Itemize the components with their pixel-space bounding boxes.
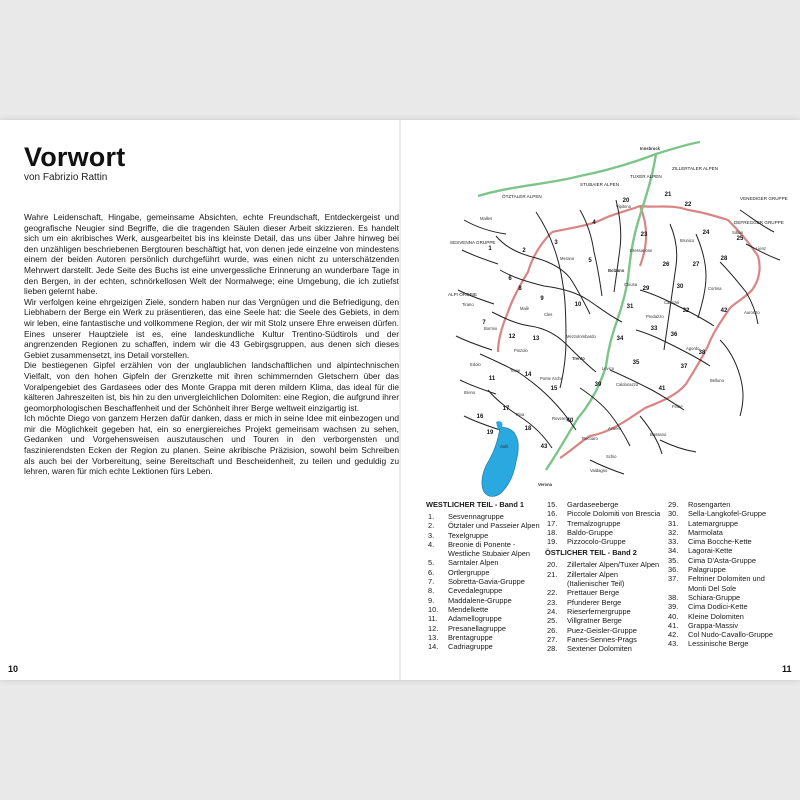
legend-item-number: 11.: [428, 614, 438, 624]
legend-column-3: [666, 500, 794, 649]
region-label: STUBAIER ALPEN: [580, 182, 620, 187]
legend-item-label: Cadriagruppe: [448, 642, 493, 652]
legend-list: [545, 500, 670, 546]
legend-item-label: Col Nudo-Cavallo-Gruppe: [688, 630, 774, 640]
group-number: 14: [524, 372, 532, 378]
legend-column-2: [545, 500, 670, 653]
legend-item-label: Palagruppe: [688, 565, 726, 575]
legend-item-label: Grappa-Massiv: [688, 620, 739, 630]
city-label: Bormio: [484, 326, 498, 331]
group-number: 25: [736, 236, 744, 242]
border-line: [552, 206, 760, 458]
city-label: Belluno: [710, 378, 724, 383]
legend-item-label: Rieserfernergruppe: [567, 606, 631, 616]
city-label: Auronzo: [744, 310, 760, 315]
legend-list: [545, 560, 670, 653]
legend-list: [666, 500, 794, 649]
group-number: 15: [550, 386, 558, 392]
legend-item-number: 12.: [428, 623, 439, 633]
legend-item-number: 10.: [428, 604, 439, 614]
legend-item-label: Villgratner Berge: [567, 616, 622, 626]
legend-item-label: Monti Del Sole: [688, 583, 737, 593]
legend-item-label: Sobretta-Gavia-Gruppe: [448, 577, 525, 587]
group-number: 8: [518, 286, 522, 292]
group-number: 36: [670, 332, 678, 338]
legend-item: [666, 556, 794, 565]
group-number: 10: [574, 302, 582, 308]
city-label: Arsiero: [608, 426, 622, 431]
legend-item: [426, 586, 558, 595]
legend-item-number: 5.: [428, 558, 435, 568]
legend-item-number: 25.: [547, 616, 558, 626]
legend-item-number: 8.: [428, 586, 435, 596]
boundary: [696, 234, 706, 318]
legend-item: [426, 531, 558, 540]
legend-item-label: Pfunderer Berge: [567, 597, 622, 607]
legend-item: [545, 560, 670, 569]
foreword-text: [24, 212, 399, 477]
group-number: 32: [682, 308, 690, 314]
legend-item: [666, 574, 794, 583]
city-label: Valdagno: [590, 468, 608, 473]
legend-item-label: Breonie di Ponente -: [448, 539, 516, 549]
city-label: Recoaro: [582, 436, 598, 441]
group-number: 2: [522, 248, 526, 254]
legend-item-number: 43.: [668, 639, 679, 649]
legend-item-number: 20.: [547, 560, 558, 570]
legend-item: [426, 596, 558, 605]
mountain-groups-map: [440, 140, 790, 500]
legend-item-label: Cevedalegruppe: [448, 586, 503, 596]
legend-item: [426, 558, 558, 567]
city-label: Malles: [480, 216, 493, 221]
legend-item: [426, 521, 558, 530]
city-label: Trento: [572, 356, 585, 361]
group-number: 17: [502, 406, 510, 412]
city-label: Breno: [464, 390, 476, 395]
legend-item-number: 16.: [547, 509, 558, 519]
group-number: 40: [566, 418, 574, 424]
group-number: 18: [524, 426, 532, 432]
page-title: Vorwort: [24, 142, 126, 172]
page-subtitle: von Fabrizio Rattin: [24, 172, 108, 183]
red-borders: [498, 206, 760, 458]
legend-item-label: Texelgruppe: [448, 530, 489, 540]
group-number: 20: [622, 198, 630, 204]
legend-column-1: [426, 500, 558, 651]
group-number: 24: [702, 230, 710, 236]
legend-item: [545, 598, 670, 607]
legend-item-number: 34.: [668, 546, 679, 556]
legend-item-number: [545, 579, 567, 588]
legend-item-number: 24.: [547, 606, 558, 616]
boundary: [660, 440, 696, 452]
legend-item-number: 15.: [547, 500, 558, 509]
legend-item-number: 42.: [668, 630, 679, 640]
group-number: 11: [488, 376, 496, 382]
group-number: 13: [532, 336, 540, 342]
legend-heading-west: WESTLICHER TEIL - Band 1: [426, 500, 524, 509]
group-number: 34: [616, 336, 624, 342]
legend-item-number: 23.: [547, 597, 558, 607]
legend-item: [666, 621, 794, 630]
group-number: 41: [658, 386, 666, 392]
legend-item-number: 6.: [428, 567, 435, 577]
legend-item: [666, 519, 794, 528]
group-number: 22: [684, 202, 692, 208]
city-label: Edolo: [470, 362, 481, 367]
legend-item-number: 4.: [428, 539, 435, 549]
legend-item-number: 36.: [668, 565, 679, 575]
city-label: Cles: [544, 312, 553, 317]
legend-item-number: 28.: [547, 644, 558, 654]
legend-item: [545, 626, 670, 635]
lake-garda: [482, 427, 518, 496]
boundary: [464, 220, 506, 234]
legend-item-label: Lessinische Berge: [688, 639, 749, 649]
region-label: ZILLERTALER ALPEN: [672, 166, 719, 171]
group-number: 29: [642, 286, 650, 292]
legend-item: [545, 570, 670, 579]
legend-heading-east: ÖSTLICHER TEIL - Band 2: [545, 548, 637, 558]
group-number: 30: [676, 284, 684, 290]
legend-item-number: 31.: [668, 518, 679, 528]
legend-item-label: Brentagruppe: [448, 632, 493, 642]
paragraph: Wir verfolgen keine ehrgeizigen Ziele, sondern haben nur das Vergnügen und die Befriedigung, den Liebhabern der Berge ein Werk zu präsentieren, das eine Seele hat: die Seele des Gebiets, in dem wir leben, eine fantastische und vollkommene Region, der wir mit Stolz unsere Ehre erweisen dürfen. Eines unserer Hauptziele ist es, eine landeskundliche Kultur Trentino-Südtirols und der angrenzenden Regionen zu schaffen, indem wir die 43 Gebirgsgruppen, aus denen sich dieses Gebiet zusammensetzt, ins Detail vorstellen.: [24, 296, 399, 360]
region-label: DEFREGGER GRUPPE: [734, 220, 784, 225]
legend-item-number: 14.: [428, 642, 439, 652]
city-label: Sillian: [732, 230, 744, 235]
legend-item-number: 18.: [547, 527, 558, 537]
city-label: Cortina: [708, 286, 722, 291]
legend-item-number: [426, 549, 448, 558]
group-number: 43: [540, 444, 548, 450]
group-number: 3: [554, 240, 558, 246]
city-label: Salò: [500, 444, 509, 449]
boundary: [462, 250, 498, 264]
city-label: Bassano: [650, 432, 667, 437]
group-number: 7: [482, 320, 486, 326]
legend-item-number: 22.: [547, 588, 558, 598]
group-number: 39: [594, 382, 602, 388]
group-number: 4: [592, 220, 596, 226]
legend-item: [426, 577, 558, 586]
legend-item-number: 32.: [668, 527, 679, 537]
city-label: Mezzolombardo: [566, 334, 596, 339]
legend-item-label: Pizzocolo-Gruppe: [567, 537, 626, 547]
legend-item: [426, 540, 558, 549]
paragraph: Ich möchte Diego von ganzem Herzen dafür danken, dass er mich in seine Idee mit einbezogen und mir die Möglichkeit gegeben hat, ein so energiereiches Projekt gemeinsam wachsen zu sehen, Gedanken und Vorgehensweisen auszutauschen und Touren in den verborgensten und faszinierendsten Ecken der Region zu planen. Seine akribische Präzision, sowohl beim Schreiben als auch bei der Vorbereitung, seine Bereitschaft und Bescheidenheit, zu teilen und geduldig zu lehren, waren für mich echte Lektionen fürs Leben.: [24, 413, 399, 477]
legend-item: [545, 519, 670, 528]
legend-item: [666, 546, 794, 555]
city-label: Agordo: [686, 346, 700, 351]
legend-item-label: Prettauer Berge: [567, 588, 620, 598]
group-number: 37: [680, 364, 688, 370]
page-number-right: 11: [782, 664, 792, 674]
city-label: Tirano: [462, 302, 474, 307]
legend-item-number: 2.: [428, 521, 435, 531]
region-label: ALPI OROBIE: [448, 292, 478, 297]
legend-item: [426, 614, 558, 623]
city-label: Lienz: [756, 246, 767, 251]
city-label: Brunico: [680, 238, 695, 243]
legend-item-number: 1.: [428, 512, 435, 521]
city-label: Ponte Arche: [540, 376, 563, 381]
legend-item: [545, 500, 670, 509]
group-number: 26: [662, 262, 670, 268]
legend-item-label: Sextener Dolomiten: [567, 644, 632, 654]
legend-item: [545, 588, 670, 597]
legend-item-label: Kleine Dolomiten: [688, 611, 744, 621]
legend-item-label: Mendelkette: [448, 604, 489, 614]
paragraph: Die bestiegenen Gipfel erzählen von der unglaublichen landschaftlichen und alpintechnischen Vielfalt, von den hohen Gipfeln der Grenzkette mit ihren schimmernden Gletschern über das Voralpengebiet des Gardasees oder des Monte Grappa mit deren mildern Klima, das ideal für die kälteren Jahreszeiten ist, bis hin zu den unvergleichlichen Dolomiten: eine Region, die aufgrund ihrer geomorphologischen Beschaffenheit und der Schönheit ihrer Berge weltweit einzigartig ist.: [24, 360, 399, 413]
group-number: 1: [488, 246, 492, 252]
legend-list: [426, 512, 558, 651]
legend-item-label: Cima Dodici-Kette: [688, 602, 748, 612]
group-number: 33: [650, 326, 658, 332]
legend-item-label: Maddalene-Gruppe: [448, 595, 512, 605]
legend-item: [545, 509, 670, 518]
legend-item-number: 39.: [668, 602, 679, 612]
legend-item-label: Zillertaler Alpen: [567, 569, 618, 579]
legend-item-number: 37.: [668, 574, 679, 584]
green-line: [478, 142, 700, 196]
group-number: 28: [720, 256, 728, 262]
legend-item-label: (Italienischer Teil): [567, 579, 625, 589]
group-number: 21: [664, 192, 672, 198]
legend-item-label: Cima Bocche-Kette: [688, 537, 752, 547]
boundary: [492, 312, 596, 372]
book-spine: [399, 120, 401, 680]
group-number: 38: [698, 350, 706, 356]
legend-item: [666, 500, 794, 509]
legend-item-label: Sella-Langkofel-Gruppe: [688, 509, 767, 519]
page-number-left: 10: [8, 664, 19, 674]
legend-item-number: 21.: [547, 569, 558, 579]
legend-item: [545, 635, 670, 644]
legend-item-number: 7.: [428, 577, 435, 587]
legend-item: [666, 565, 794, 574]
book-spread: [0, 120, 800, 680]
legend-item: [545, 644, 670, 653]
legend-item: [426, 568, 558, 577]
city-label: Innsbruck: [640, 146, 661, 151]
legend-item-number: 30.: [668, 509, 679, 519]
legend-item-number: 17.: [547, 518, 558, 528]
legend-item-label: Cima D'Asta-Gruppe: [688, 555, 756, 565]
legend-item-number: 35.: [668, 555, 679, 565]
city-label: Canazei: [664, 300, 680, 305]
group-number: 42: [720, 308, 728, 314]
legend-item: [666, 602, 794, 611]
legend-item-label: Piccole Dolomiti von Brescia: [567, 509, 661, 519]
legend-item-number: 9.: [428, 595, 435, 605]
group-number: 23: [640, 232, 648, 238]
legend-item: [666, 509, 794, 518]
legend-item-label: Ötztaler und Passeier Alpen: [448, 521, 540, 531]
legend-item-label: Rosengarten: [688, 500, 731, 509]
group-number: 6: [508, 276, 512, 282]
region-label: SESVENNA GRUPPE: [450, 240, 496, 245]
city-label: Caldonazzo: [616, 382, 639, 387]
city-label: Chiusa: [624, 282, 638, 287]
city-label: Predazzo: [646, 314, 664, 319]
city-label: Tione: [510, 368, 521, 373]
legend-item: [545, 607, 670, 616]
legend-item: [666, 639, 794, 648]
legend-item: [426, 549, 558, 558]
boundary: [640, 290, 714, 326]
group-number: 12: [508, 334, 516, 340]
region-label: VENEDIGER GRUPPE: [740, 196, 788, 201]
legend-item-label: Feltriner Dolomiten und: [688, 574, 765, 584]
legend-item: [426, 605, 558, 614]
city-label: Vipiteno: [616, 204, 632, 209]
city-label: Rovereto: [552, 416, 569, 421]
legend-item-label: Westliche Stubaier Alpen: [448, 549, 531, 559]
legend-item: [426, 512, 558, 521]
region-label: TUXER ALPEN: [630, 174, 662, 179]
legend-item: [545, 616, 670, 625]
group-number: 31: [626, 304, 634, 310]
legend-item: [426, 633, 558, 642]
legend-item-number: 33.: [668, 537, 679, 547]
legend-item-label: Presanellagruppe: [448, 623, 506, 633]
city-label: Riva: [516, 412, 525, 417]
legend-item-label: Zillertaler Alpen/Tuxer Alpen: [567, 560, 660, 570]
city-label: Pinzolo: [514, 348, 528, 353]
group-number: 19: [486, 430, 494, 436]
legend-item-number: 27.: [547, 634, 558, 644]
legend-item-number: 38.: [668, 592, 679, 602]
group-number: 5: [588, 258, 592, 264]
legend-item-number: 13.: [428, 632, 439, 642]
legend-item-label: Tremalzogruppe: [567, 518, 621, 528]
legend-item-label: Schiara-Gruppe: [688, 592, 741, 602]
legend-item-number: 3.: [428, 530, 435, 540]
legend-item: [666, 593, 794, 602]
legend-item-label: Sesvennagruppe: [448, 512, 504, 521]
legend-item: [426, 624, 558, 633]
legend-item-number: [666, 584, 688, 593]
city-label: Bolzano: [608, 268, 625, 273]
boundary: [456, 336, 492, 350]
group-number: 35: [632, 360, 640, 366]
groups-legend: [424, 500, 796, 670]
group-number: 9: [540, 296, 544, 302]
legend-item-label: Fanes-Sennes-Prags: [567, 634, 637, 644]
group-number: 16: [476, 414, 484, 420]
legend-item-number: 19.: [547, 537, 558, 547]
legend-item: [666, 537, 794, 546]
legend-item: [666, 630, 794, 639]
legend-item: [545, 537, 670, 546]
legend-item: [666, 528, 794, 537]
legend-item-label: Puez-Geisler-Gruppe: [567, 625, 637, 635]
legend-item: [666, 612, 794, 621]
legend-item-label: Marmolata: [688, 527, 723, 537]
legend-item-label: Lagorai-Kette: [688, 546, 733, 556]
paragraph: Wahre Leidenschaft, Hingabe, gemeinsame Absichten, echte Freundschaft, Entdeckergeist und geografische Neugier sind Begriffe, die die tragenden Säulen dieser Arbeit skizzieren. Es handelt sich um ein akribisches Werk, ausgearbeitet bis ins kleinste Detail, das uns über Jahre hinweg bei den unzähligen beschriebenen Bergtouren beschäftigt hat, von denen jede einzelne von mindestens einem der beiden Autoren persönlich durchgeführt wurde, was einen nicht zu unterschätzenden Mehrwert darstellt. Jede Seite des Buchs ist eine unvergessliche Erinnerung an wunderbare Tage in den Bergen, in der echten, schnörkellosen Welt der Normalwege; eine Umgebung, die ich zutiefst lieben gelernt habe.: [24, 212, 399, 297]
green-line: [546, 154, 656, 470]
legend-item-number: 41.: [668, 620, 679, 630]
legend-item-label: Adamellogruppe: [448, 614, 502, 624]
legend-item-label: Baldo-Gruppe: [567, 527, 614, 537]
city-label: Feltre: [672, 404, 683, 409]
legend-item-label: Latemargruppe: [688, 518, 739, 528]
legend-item-label: Gardaseeberge: [567, 500, 619, 509]
boundary: [500, 270, 622, 322]
city-label: Schio: [606, 454, 617, 459]
legend-item-label: Sarntaler Alpen: [448, 558, 499, 568]
legend-item-number: 29.: [668, 500, 679, 509]
city-label: Bressanone: [630, 248, 653, 253]
legend-item-number: 40.: [668, 611, 679, 621]
city-label: Verona: [538, 482, 552, 487]
legend-item: [545, 528, 670, 537]
region-label: ÖTZTALER ALPEN: [502, 194, 542, 199]
group-number: 27: [692, 262, 700, 268]
city-label: Merano: [560, 256, 575, 261]
legend-item: [666, 584, 794, 593]
legend-item-number: 26.: [547, 625, 558, 635]
legend-item-label: Ortlergruppe: [448, 567, 490, 577]
city-label: Malè: [520, 306, 530, 311]
city-label: Levico: [602, 366, 615, 371]
legend-item: [545, 579, 670, 588]
legend-item: [426, 642, 558, 651]
